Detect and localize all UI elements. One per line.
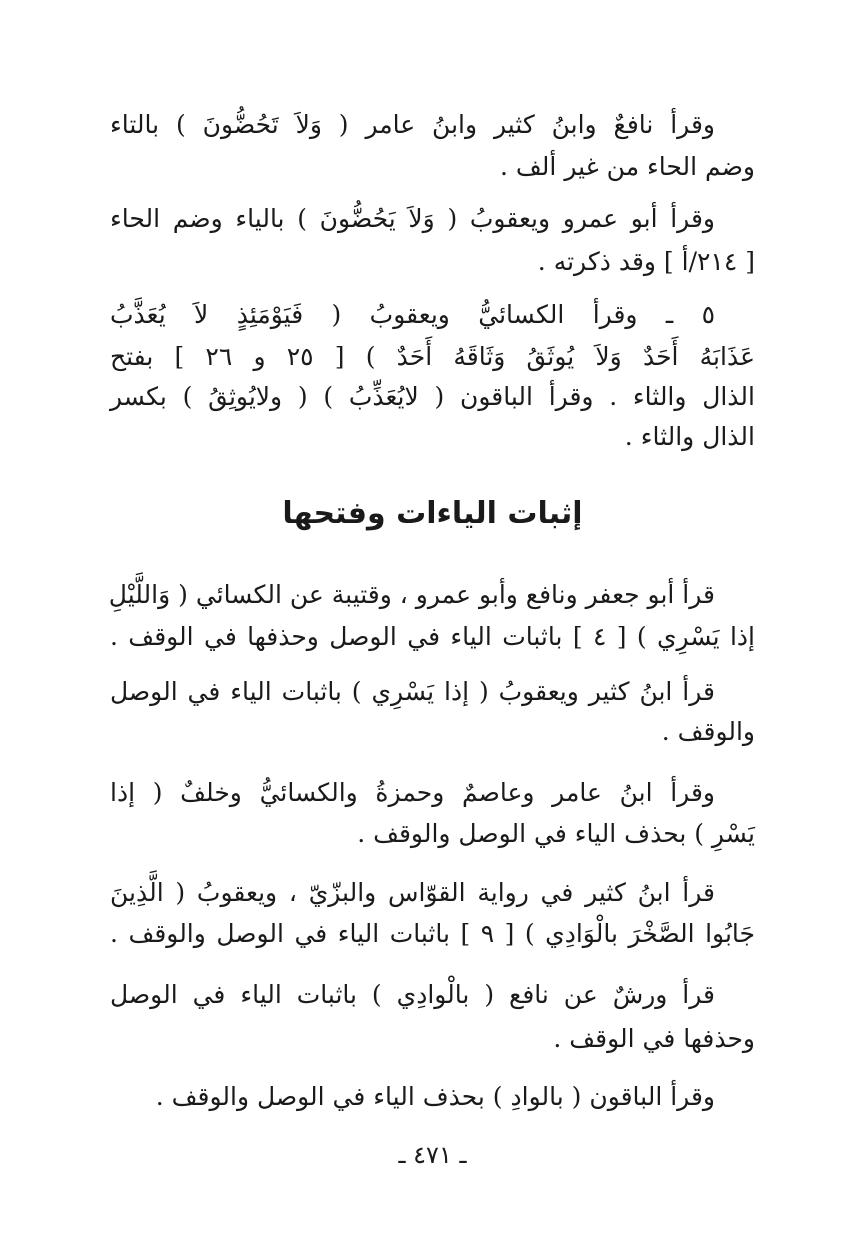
section-heading: إثبات الياءات وفتحها	[282, 496, 583, 531]
text-line: والوقف .	[661, 717, 755, 746]
text-line: قرأ أبو جعفر ونافع وأبو عمرو ، وقتيبة عن الكسائي ( وَاللَّيْلِ	[108, 580, 715, 609]
text-line: وحذفها في الوقف .	[553, 1024, 755, 1053]
text-line: عَذَابَهُ أَحَدٌ وَلاَ يُوثَقُ وَثَاقَهُ أَحَدٌ ) [ ٢٥ و ٢٦ ] بفتح	[110, 342, 755, 371]
text-line: ٥ ـ وقرأ الكسائيُّ ويعقوبُ ( فَيَوْمَئِذٍ لاَ يُعَذَّبُ	[110, 300, 715, 329]
text-line: وقرأ الباقون ( بالوادِ ) بحذف الياء في الوصل والوقف .	[155, 1082, 715, 1111]
text-line: يَسْرِ ) بحذف الياء في الوصل والوقف .	[357, 819, 755, 848]
text-line: الذال والثاء .	[624, 422, 755, 451]
text-line: قرأ ابنُ كثير ويعقوبُ ( إذا يَسْرِي ) باثبات الياء في الوصل	[110, 677, 715, 706]
text-line: وقرأ نافعٌ وابنُ كثير وابنُ عامر ( وَلاَ تَحُضُّونَ ) بالتاء	[110, 110, 715, 139]
text-line: [ ٢١٤/أ ] وقد ذكرته .	[537, 247, 755, 276]
text-line: إذا يَسْرِي ) [ ٤ ] باثبات الياء في الوصل وحذفها في الوقف .	[110, 622, 755, 651]
text-line: جَابُوا الصَّخْرَ بالْوَادِي ) [ ٩ ] باثبات الياء في الوصل والوقف .	[110, 919, 755, 948]
page-number: ـ ٤٧١ ـ	[398, 1141, 467, 1169]
text-line: وقرأ ابنُ عامر وعاصمٌ وحمزةُ والكسائيُّ وخلفٌ ( إذا	[110, 778, 715, 807]
text-line: وقرأ أبو عمرو ويعقوبُ ( وَلاَ يَحُضُّونَ ) بالياء وضم الحاء	[110, 204, 715, 233]
text-line: وضم الحاء من غير ألف .	[500, 152, 755, 181]
text-line: قرأ ورشٌ عن نافع ( بالْوادِي ) باثبات الياء في الوصل	[110, 980, 715, 1009]
text-line: قرأ ابنُ كثير في رواية القوّاس والبزّيّ ، ويعقوبُ ( الَّذِينَ	[110, 878, 715, 907]
text-line: الذال والثاء . وقرأ الباقون ( لايُعَذِّبُ ) ( ولايُوثِقُ ) بكسر	[110, 382, 755, 411]
